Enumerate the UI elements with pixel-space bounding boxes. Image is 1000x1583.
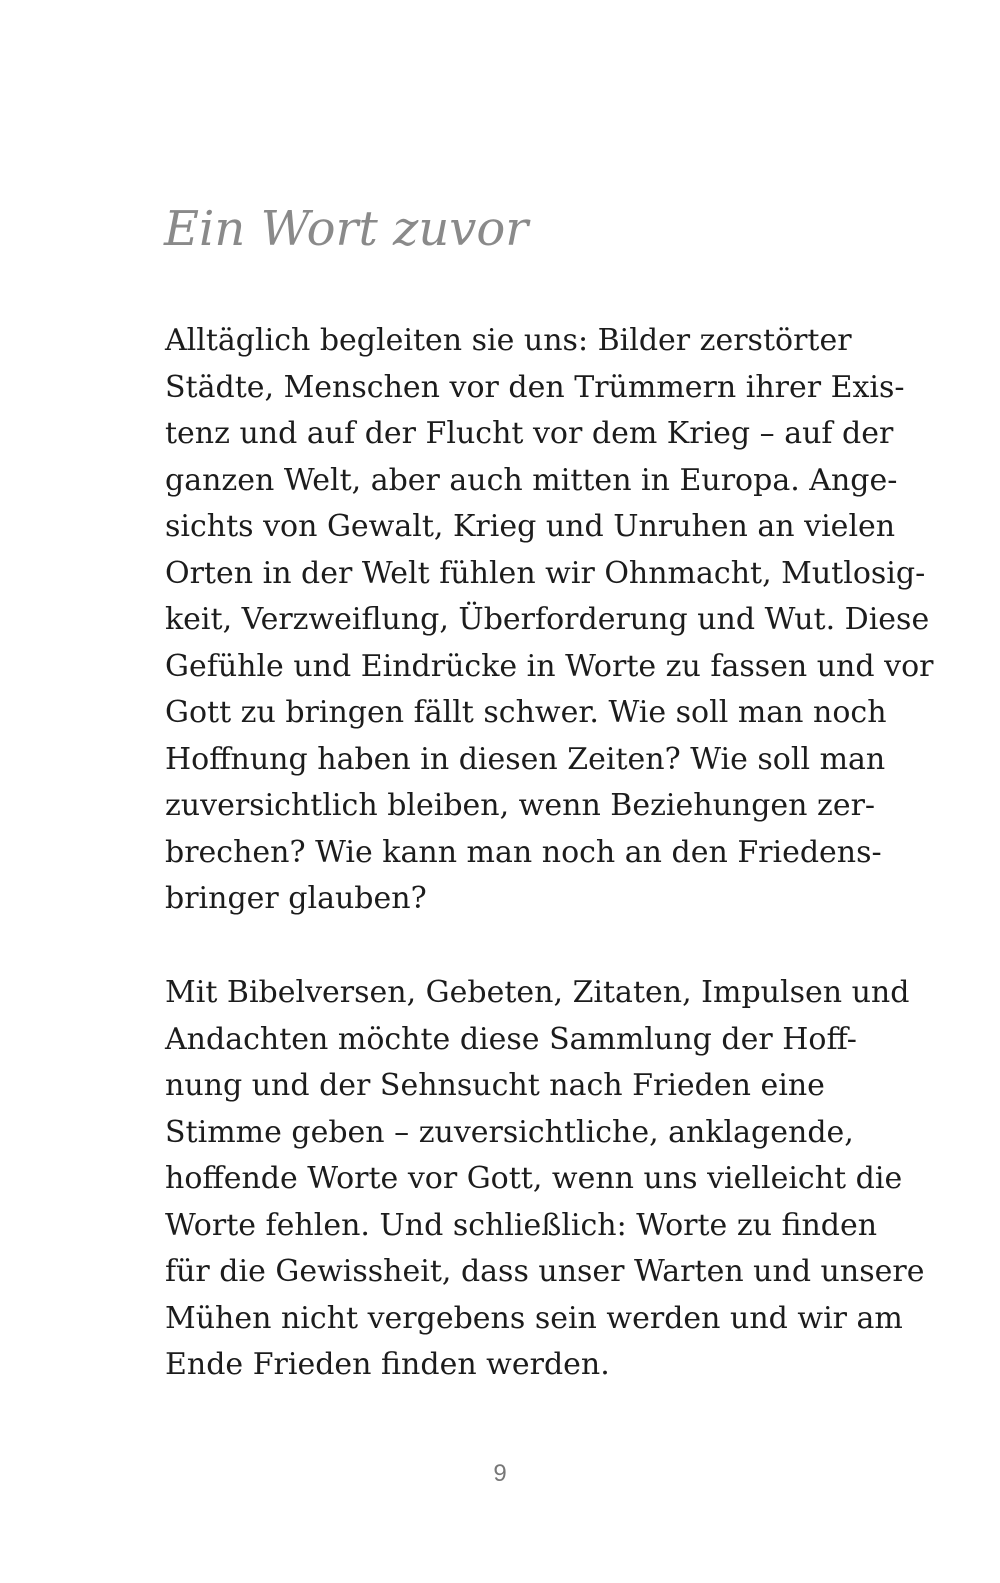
text-line: zuversichtlich bleiben, wenn Beziehungen zer- bbox=[165, 788, 876, 823]
text-line: Gott zu bringen fällt schwer. Wie soll man noch bbox=[165, 695, 887, 730]
chapter-title: Ein Wort zuvor bbox=[164, 201, 529, 257]
text-line: nung und der Sehnsucht nach Frieden eine bbox=[165, 1068, 825, 1103]
text-line: sichts von Gewalt, Krieg und Unruhen an vielen bbox=[165, 509, 896, 544]
text-line: Stimme geben – zuversichtliche, anklagende, bbox=[165, 1114, 854, 1150]
text-line: Ende Frieden finden werden. bbox=[165, 1347, 610, 1382]
text-line: Orten in der Welt fühlen wir Ohnmacht, Mutlosig- bbox=[165, 555, 926, 591]
text-line: Mühen nicht vergebens sein werden und wir am bbox=[165, 1300, 903, 1336]
text-line: bringer glauben? bbox=[165, 881, 427, 916]
text-line: keit, Verzweiflung, Überforderung und Wut. Diese bbox=[165, 602, 930, 637]
text-line: Alltäglich begleiten sie uns: Bilder zerstörter bbox=[165, 323, 852, 358]
text-line: für die Gewissheit, dass unser Warten und unsere bbox=[165, 1254, 925, 1289]
text-line: Hoffnung haben in diesen Zeiten? Wie soll man bbox=[165, 741, 886, 777]
text-line: Städte, Menschen vor den Trümmern ihrer Exis- bbox=[165, 369, 905, 405]
text-line: Mit Bibelversen, Gebeten, Zitaten, Impulsen und bbox=[165, 975, 910, 1010]
page-number: 9 bbox=[493, 1460, 507, 1487]
text-line: Worte fehlen. Und schließlich: Worte zu finden bbox=[165, 1207, 878, 1243]
text-line: tenz und auf der Flucht vor dem Krieg – auf der bbox=[165, 416, 894, 451]
text-line: brechen? Wie kann man noch an den Friedens- bbox=[165, 834, 882, 870]
paragraph-2 bbox=[165, 970, 925, 1389]
text-line: Gefühle und Eindrücke in Worte zu fassen und vor bbox=[165, 648, 934, 684]
paragraph-1 bbox=[165, 318, 934, 923]
text-line: ganzen Welt, aber auch mitten in Europa. Ange- bbox=[165, 462, 898, 498]
text-line: Andachten möchte diese Sammlung der Hoff- bbox=[165, 1021, 857, 1057]
text-line: hoffende Worte vor Gott, wenn uns vielleicht die bbox=[165, 1161, 903, 1196]
